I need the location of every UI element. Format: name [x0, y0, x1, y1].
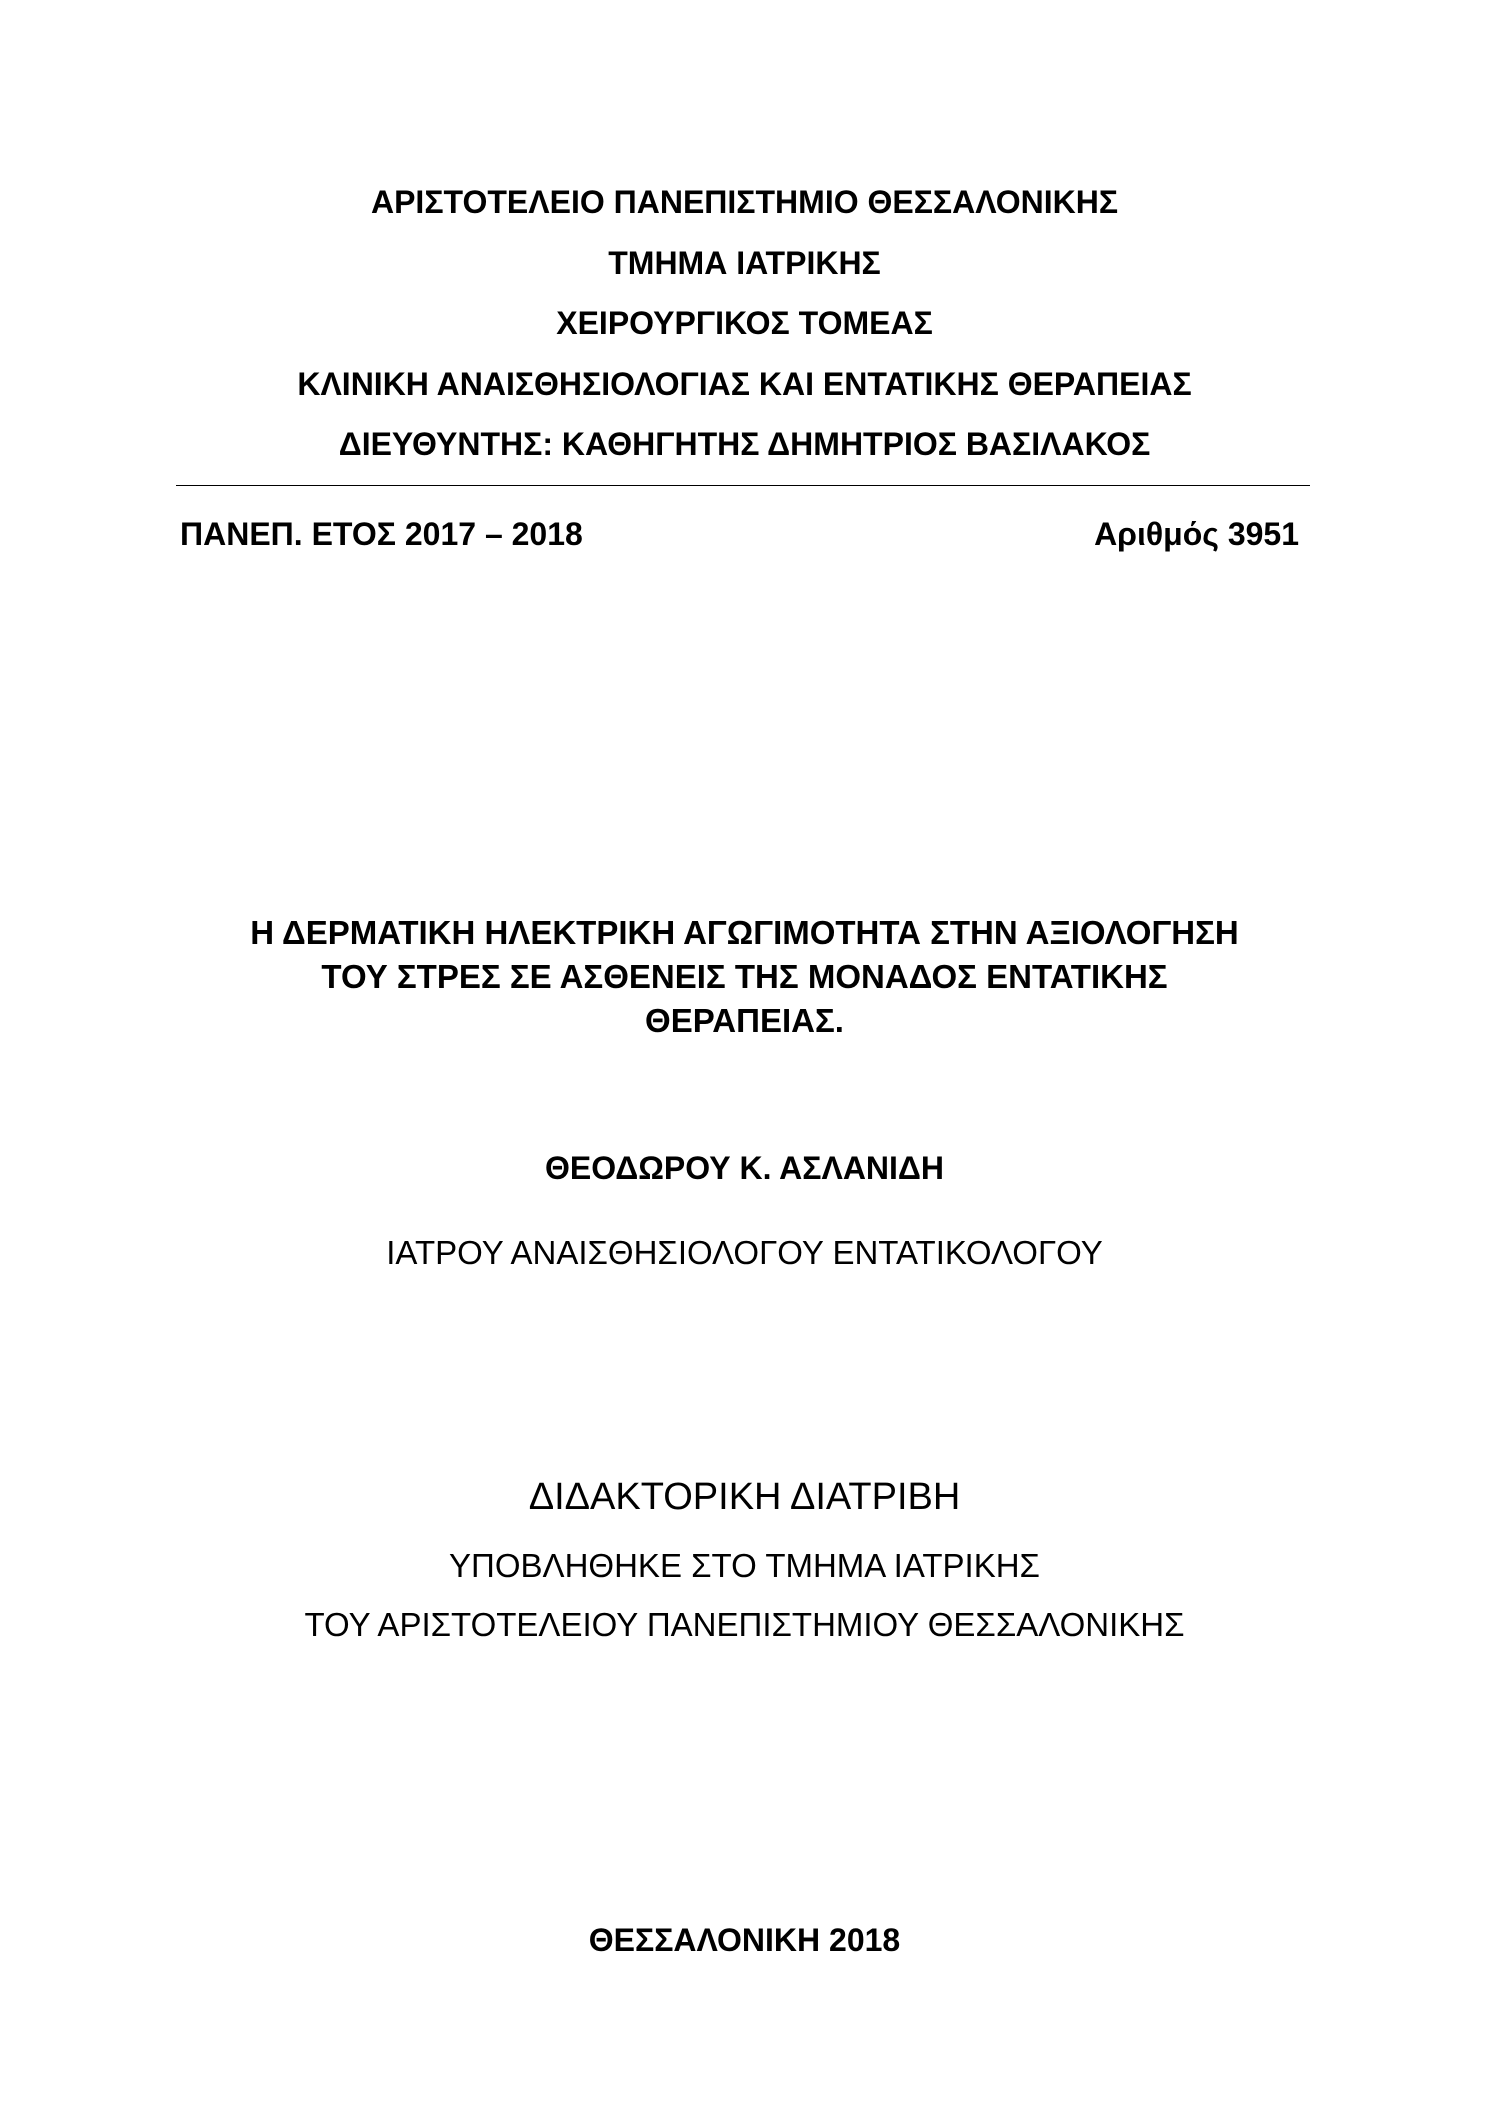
- header-divider: [176, 485, 1310, 486]
- thesis-number: Αριθμός 3951: [1094, 516, 1299, 552]
- thesis-title-line-3: ΘΕΡΑΠΕΙΑΣ.: [645, 1002, 844, 1039]
- academic-year: ΠΑΝΕΠ. ΕΤΟΣ 2017 – 2018: [180, 516, 583, 552]
- sector-name: ΧΕΙΡΟΥΡΓΙΚΟΣ ΤΟΜΕΑΣ: [556, 305, 933, 341]
- submission-line-1: ΥΠΟΒΛΗΘΗΚΕ ΣΤΟ ΤΜΗΜΑ ΙΑΤΡΙΚΗΣ: [449, 1547, 1040, 1584]
- university-name: ΑΡΙΣΤΟΤΕΛΕΙΟ ΠΑΝΕΠΙΣΤΗΜΙΟ ΘΕΣΣΑΛΟΝΙΚΗΣ: [370, 184, 1119, 220]
- author-role: ΙΑΤΡΟΥ ΑΝΑΙΣΘΗΣΙΟΛΟΓΟΥ ΕΝΤΑΤΙΚΟΛΟΓΟΥ: [386, 1234, 1103, 1271]
- submission-line-2: ΤΟΥ ΑΡΙΣΤΟΤΕΛΕΙΟΥ ΠΑΝΕΠΙΣΤΗΜΙΟΥ ΘΕΣΣΑΛΟΝΙΚΗΣ: [304, 1606, 1185, 1643]
- author-name: ΘΕΟΔΩΡΟΥ Κ. ΑΣΛΑΝΙΔΗ: [544, 1150, 945, 1186]
- clinic-name: ΚΛΙΝΙΚΗ ΑΝΑΙΣΘΗΣΙΟΛΟΓΙΑΣ ΚΑΙ ΕΝΤΑΤΙΚΗΣ ΘΕΡΑΠΕΙΑΣ: [297, 366, 1192, 402]
- director-line: ΔΙΕΥΘΥΝΤΗΣ: ΚΑΘΗΓΗΤΗΣ ΔΗΜΗΤΡΙΟΣ ΒΑΣΙΛΑΚΟΣ: [338, 426, 1151, 462]
- thesis-title-line-1: Η ΔΕΡΜΑΤΙΚΗ ΗΛΕΚΤΡΙΚΗ ΑΓΩΓΙΜΟΤΗΤΑ ΣΤΗΝ ΑΞΙΟΛΟΓΗΣΗ: [250, 914, 1239, 951]
- place-and-year: ΘΕΣΣΑΛΟΝΙΚΗ 2018: [588, 1922, 901, 1958]
- thesis-type: ΔΙΔΑΚΤΟΡΙΚΗ ΔΙΑΤΡΙΒΗ: [528, 1476, 961, 1518]
- department-name: ΤΜΗΜΑ ΙΑΤΡΙΚΗΣ: [608, 245, 881, 281]
- thesis-title-line-2: ΤΟΥ ΣΤΡΕΣ ΣΕ ΑΣΘΕΝΕΙΣ ΤΗΣ ΜΟΝΑΔΟΣ ΕΝΤΑΤΙΚΗΣ: [321, 958, 1168, 995]
